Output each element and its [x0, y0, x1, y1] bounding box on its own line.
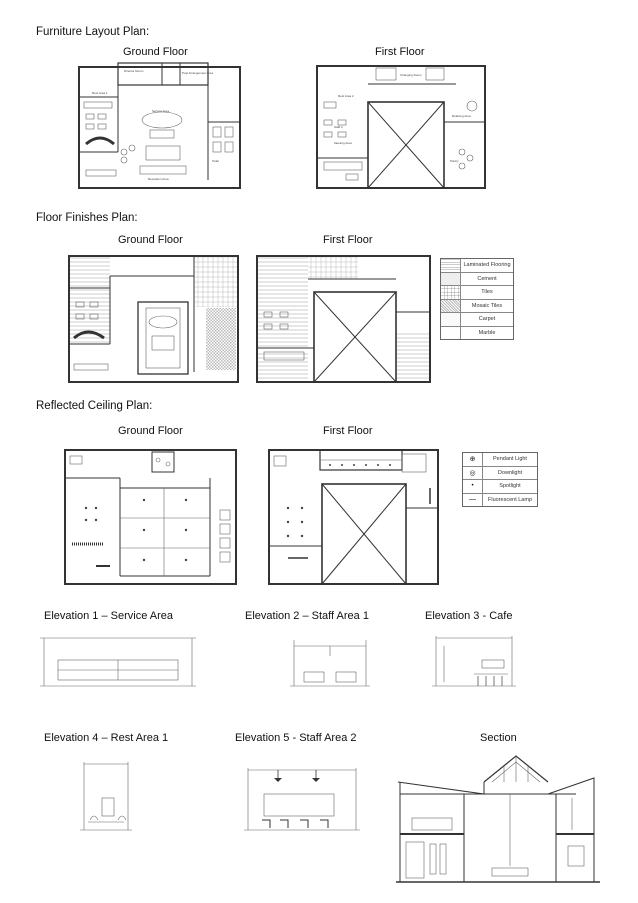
ceiling-first-label: First Floor [323, 425, 373, 437]
room-service: Service Area [152, 109, 170, 113]
room-changing: Changing Room [400, 73, 422, 77]
finishes-title: Floor Finishes Plan: [36, 212, 138, 224]
room-rest-area-1: Rest Area 1 [92, 91, 108, 95]
ceiling-ground-plan [64, 448, 238, 586]
elevation-3-drawing [432, 632, 516, 692]
furniture-first-label: First Floor [375, 46, 425, 58]
finish-legend [440, 258, 514, 340]
elevation-5-drawing [244, 762, 360, 834]
elevation-1-title: Elevation 1 – Service Area [44, 610, 174, 622]
room-reception: Reception Area [148, 177, 169, 181]
room-toilet: Toilet [212, 159, 220, 163]
room-meeting: Meeting Area [334, 141, 352, 145]
room-pantry: Pantry [450, 159, 459, 163]
finishes-first-label: First Floor [323, 234, 373, 246]
ceiling-title: Reflected Ceiling Plan: [36, 400, 153, 412]
room-staff-2: Staff 2 [334, 125, 343, 129]
section-drawing [396, 754, 600, 886]
elevation-3-title: Elevation 3 - Cafe [425, 610, 513, 622]
finishes-first-plan [256, 252, 432, 384]
finishes-ground-plan [68, 252, 240, 384]
legend-downlight: ◎ Downlight [463, 467, 537, 481]
room-post: Post Arrangement Area [182, 71, 214, 75]
legend-carpet: Carpet [441, 313, 513, 327]
legend-fluorescent: — Fluorescent Lamp [463, 494, 537, 507]
section-title: Section [480, 732, 517, 744]
ceiling-first-plan [268, 448, 440, 586]
room-director: Director Room [124, 69, 144, 73]
room-rest-area-2: Rest Area 2 [338, 94, 354, 98]
furniture-ground-plan [78, 62, 242, 190]
elevation-1-drawing [40, 632, 196, 692]
ceiling-legend [462, 452, 538, 507]
elevation-4-title: Elevation 4 – Rest Area 1 [44, 732, 169, 744]
legend-mosaic: Mosaic Tiles [441, 300, 513, 314]
legend-marble: Marble [441, 327, 513, 340]
legend-pendant: ⊕ Pendant Light [463, 453, 537, 467]
room-relaxing: Relaxing Area [452, 114, 471, 118]
legend-cement: Cement [441, 273, 513, 287]
furniture-first-plan [316, 62, 488, 190]
legend-tiles: Tiles [441, 286, 513, 300]
elevation-5-title: Elevation 5 - Staff Area 2 [235, 732, 357, 744]
ceiling-ground-label: Ground Floor [118, 425, 183, 437]
furniture-ground-label: Ground Floor [123, 46, 188, 58]
legend-spotlight: • Spotlight [463, 480, 537, 494]
legend-laminated: Laminated Flooring [441, 259, 513, 273]
finishes-ground-label: Ground Floor [118, 234, 183, 246]
furniture-title: Furniture Layout Plan: [36, 26, 150, 38]
elevation-2-title: Elevation 2 – Staff Area 1 [245, 610, 369, 622]
elevation-4-drawing [80, 756, 132, 836]
elevation-2-drawing [290, 632, 370, 692]
